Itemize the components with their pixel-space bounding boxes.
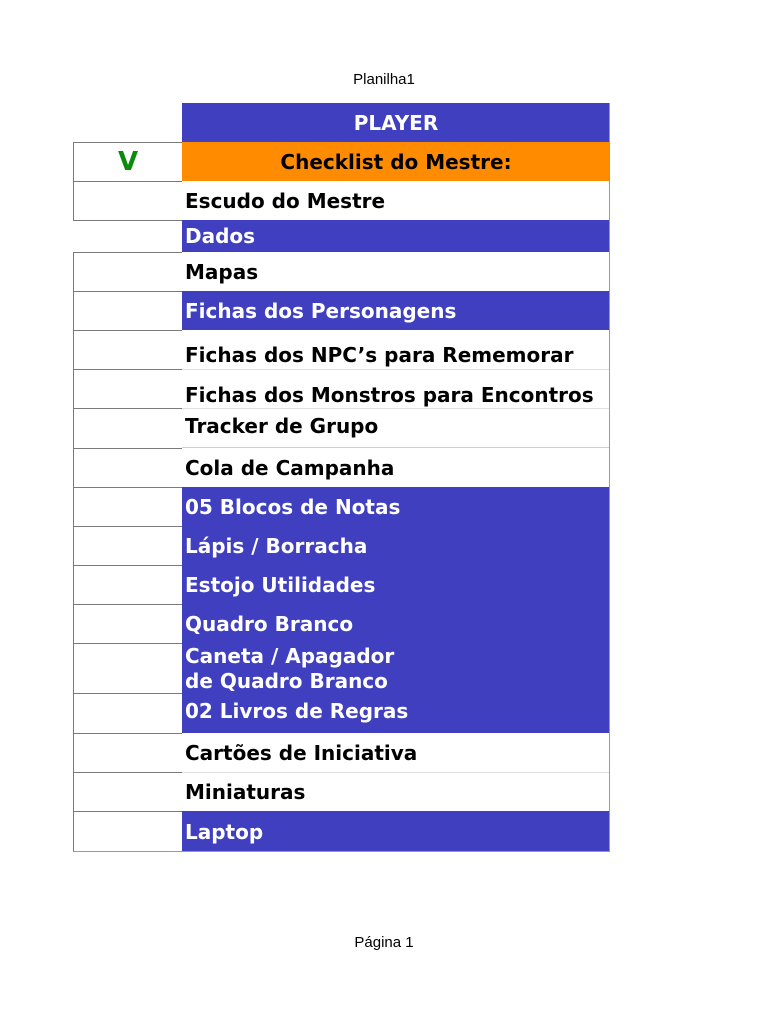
checkbox-tracker[interactable] — [73, 408, 183, 449]
checkbox-laptop[interactable] — [73, 811, 183, 852]
checkbox-cartoes[interactable] — [73, 733, 183, 773]
checklist-item: Fichas dos Personagens — [182, 291, 610, 331]
table-bottom-border — [73, 851, 610, 852]
checkbox-mapas[interactable] — [73, 252, 183, 292]
checkbox-escudo[interactable] — [73, 181, 183, 221]
checkbox-livros[interactable] — [73, 693, 183, 734]
checklist-item: Caneta / Apagador de Quadro Branco — [182, 643, 610, 694]
check-column-header: V — [73, 142, 183, 182]
checkbox-lapis[interactable] — [73, 526, 183, 566]
row-divider — [182, 408, 610, 409]
checklist-item: Miniaturas — [182, 772, 610, 812]
checkbox-fichas-npcs[interactable] — [73, 330, 183, 370]
checkbox-estojo[interactable] — [73, 565, 183, 605]
checkbox-cola[interactable] — [73, 448, 183, 488]
checklist-item: Tracker de Grupo — [182, 408, 610, 448]
checklist-item: Escudo do Mestre — [182, 181, 610, 220]
checkbox-fichas-personagens[interactable] — [73, 291, 183, 331]
checklist-item: Mapas — [182, 252, 610, 291]
checklist-item: Fichas dos Monstros para Encontros — [182, 369, 610, 409]
checklist-item: Fichas dos NPC’s para Rememorar — [182, 330, 610, 370]
checklist-item: Quadro Branco — [182, 604, 610, 644]
checklist-item: Cartões de Iniciativa — [182, 733, 610, 772]
row-divider — [182, 772, 610, 773]
row-divider — [182, 369, 610, 370]
player-header: PLAYER — [182, 103, 610, 142]
checklist-item: Laptop — [182, 811, 610, 852]
checklist-item: Lápis / Borracha — [182, 526, 610, 566]
checklist-item: Cola de Campanha — [182, 448, 610, 487]
table-right-border — [609, 103, 610, 852]
page-footer: Página 1 — [354, 934, 414, 951]
checkbox-quadro[interactable] — [73, 604, 183, 644]
checkbox-miniaturas[interactable] — [73, 772, 183, 812]
checklist-item: Dados — [182, 220, 610, 252]
sheet-name: Planilha1 — [353, 71, 415, 88]
checklist-item: Estojo Utilidades — [182, 565, 610, 605]
checklist-item: 05 Blocos de Notas — [182, 487, 610, 527]
checkbox-fichas-monstros[interactable] — [73, 369, 183, 409]
row-divider — [182, 447, 610, 448]
checklist-title: Checklist do Mestre: — [182, 142, 610, 182]
checkbox-blocos[interactable] — [73, 487, 183, 527]
checkbox-caneta[interactable] — [73, 643, 183, 694]
checklist-item: 02 Livros de Regras — [182, 693, 610, 734]
